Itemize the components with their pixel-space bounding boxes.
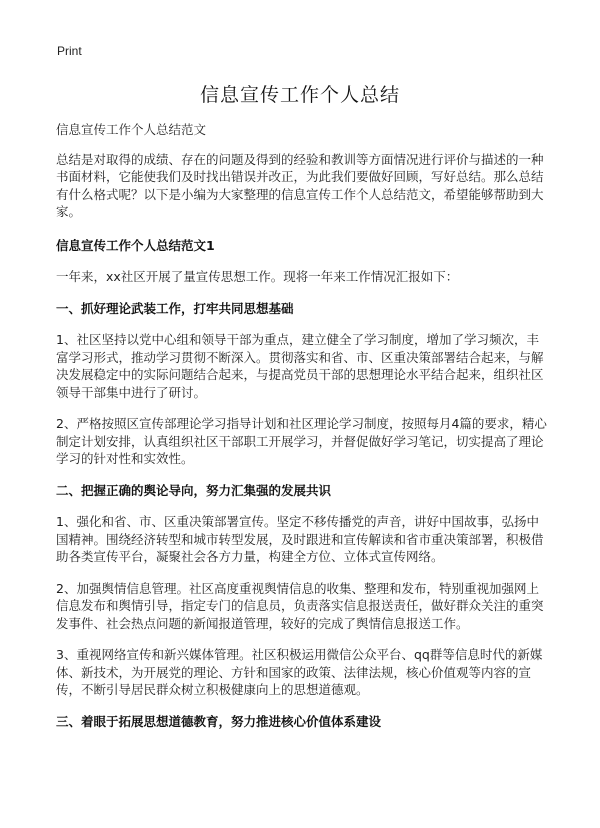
- opening-paragraph: 一年来，xx社区开展了量宣传思想工作。现将一年来工作情况汇报如下：: [56, 269, 459, 284]
- part1-paragraph-1: 1、社区坚持以党中心组和领导干部为重点，建立健全了学习制度，增加了学习频次，丰富学习形式，推动学习贯彻不断深入。贯彻落实和省、市、区重决策部署结合起来，与解决发展稳定中的实际问题结合起来，与提高党员干部的思想理论水平结合起来，组织社区领导干部集中进行了研讨。: [56, 332, 544, 400]
- document-title: 信息宣传工作个人总结: [199, 84, 400, 106]
- print-link[interactable]: Print: [57, 44, 82, 58]
- part1-paragraph-2: 2、严格按照区宣传部理论学习指导计划和社区理论学习制度，按照每月4篇的要求，精心制定计划安排，认真组织社区干部职工开展学习，并督促做好学习笔记，切实提高了理论学习的针对性和实效性。: [56, 416, 547, 466]
- part3-heading: 三、着眼于拓展思想道德教育，努力推进核心价值体系建设: [56, 713, 382, 729]
- part2-paragraph-1: 1、强化和省、市、区重决策部署宣传。坚定不移传播党的声音，讲好中国故事，弘扬中国精神。围绕经济转型和城市转型发展，及时跟进和宣传解读和省市重决策部署，积极借助各类宣传平台，凝聚社会各方力量，构建全方位、立体式宣传网络。: [56, 514, 544, 564]
- part2-heading: 二、把握正确的舆论导向，努力汇集强的发展共识: [56, 482, 332, 498]
- section-title: 信息宣传工作个人总结范文1: [56, 237, 215, 253]
- part1-heading: 一、抓好理论武装工作，打牢共同思想基础: [56, 300, 294, 316]
- part2-paragraph-2: 2、加强舆情信息管理。社区高度重视舆情信息的收集、整理和发布，特别重视加强网上信息发布和舆情引导，指定专门的信息员，负责落实信息报送责任，做好群众关注的重突发事件、社会热点问题的新闻报道管理，较好的完成了舆情信息报送工作。: [56, 580, 544, 631]
- intro-paragraph: 总结是对取得的成绩、存在的问题及得到的经验和教训等方面情况进行评价与描述的一种书面材料，它能使我们及时找出错误并改正，为此我们要做好回顾，写好总结。那么总结有什么格式呢？以下是小编为大家整理的信息宣传工作个人总结范文，希望能够帮助到大家。: [56, 151, 544, 219]
- document-body: [56, 121, 550, 744]
- part2-paragraph-3: 3、重视网络宣传和新兴媒体管理。社区积极运用微信公众平台、qq群等信息时代的新媒体、新技术，为开展党的理论、方针和国家的政策、法律法规，核心价值观等内容的宣传，不断引导居民群众树立积极健康向上的思想道德观。: [56, 647, 543, 697]
- document-subtitle: 信息宣传工作个人总结范文: [56, 122, 207, 137]
